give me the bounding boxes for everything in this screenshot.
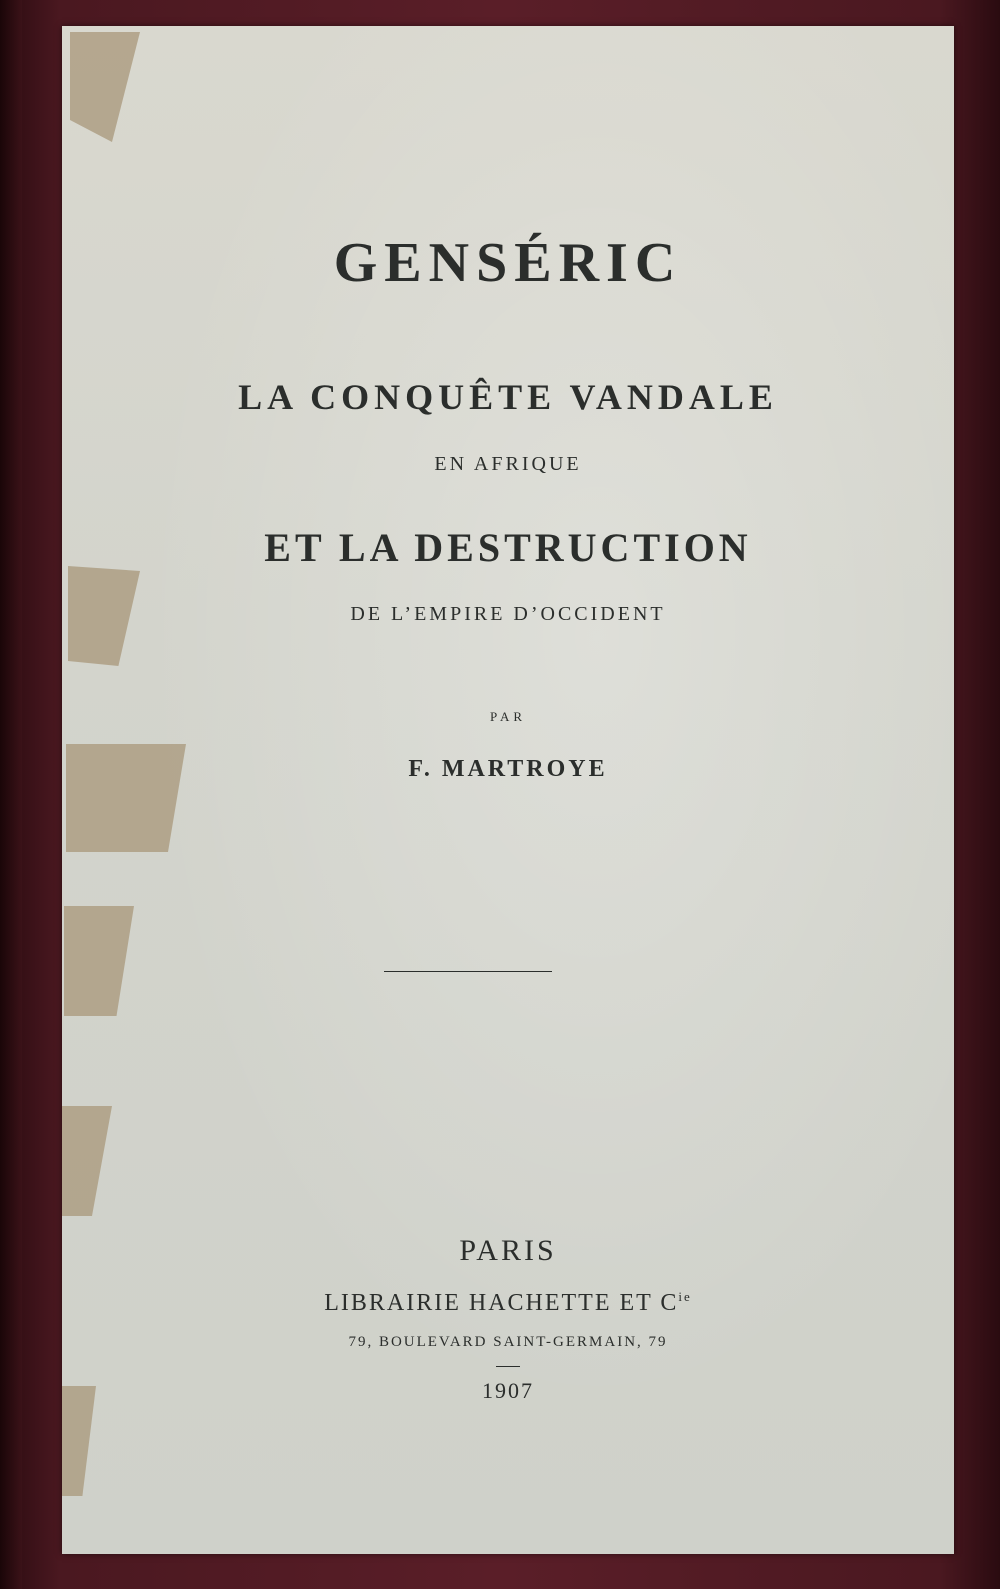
subtitle-line-2: EN AFRIQUE [434,453,582,475]
byline-par: PAR [489,709,527,724]
publisher-name [62,1289,954,1317]
small-divider [496,1366,520,1367]
paper-stain [62,1106,112,1216]
publisher-address: 79, BOULEVARD SAINT-GERMAIN, 79 [348,1334,668,1350]
author-name: F. MARTROYE [408,756,608,782]
subtitle-line-4: DE L’EMPIRE D’OCCIDENT [350,603,666,625]
spine-edge [0,0,22,1589]
subtitle-line-1: LA CONQUÊTE VANDALE [238,377,778,417]
publication-city: PARIS [459,1234,557,1267]
publisher-name-text: LIBRAIRIE HACHETTE ET C [324,1290,679,1316]
book-title: GENSÉRIC [333,232,683,294]
divider-rule [384,971,552,972]
title-page [62,26,954,1554]
paper-stain [64,906,134,1016]
subtitle-line-3: ET LA DESTRUCTION [264,525,752,570]
paper-stain [70,32,140,142]
publication-year: 1907 [482,1378,534,1403]
publisher-name-superscript: ie [678,1289,692,1304]
